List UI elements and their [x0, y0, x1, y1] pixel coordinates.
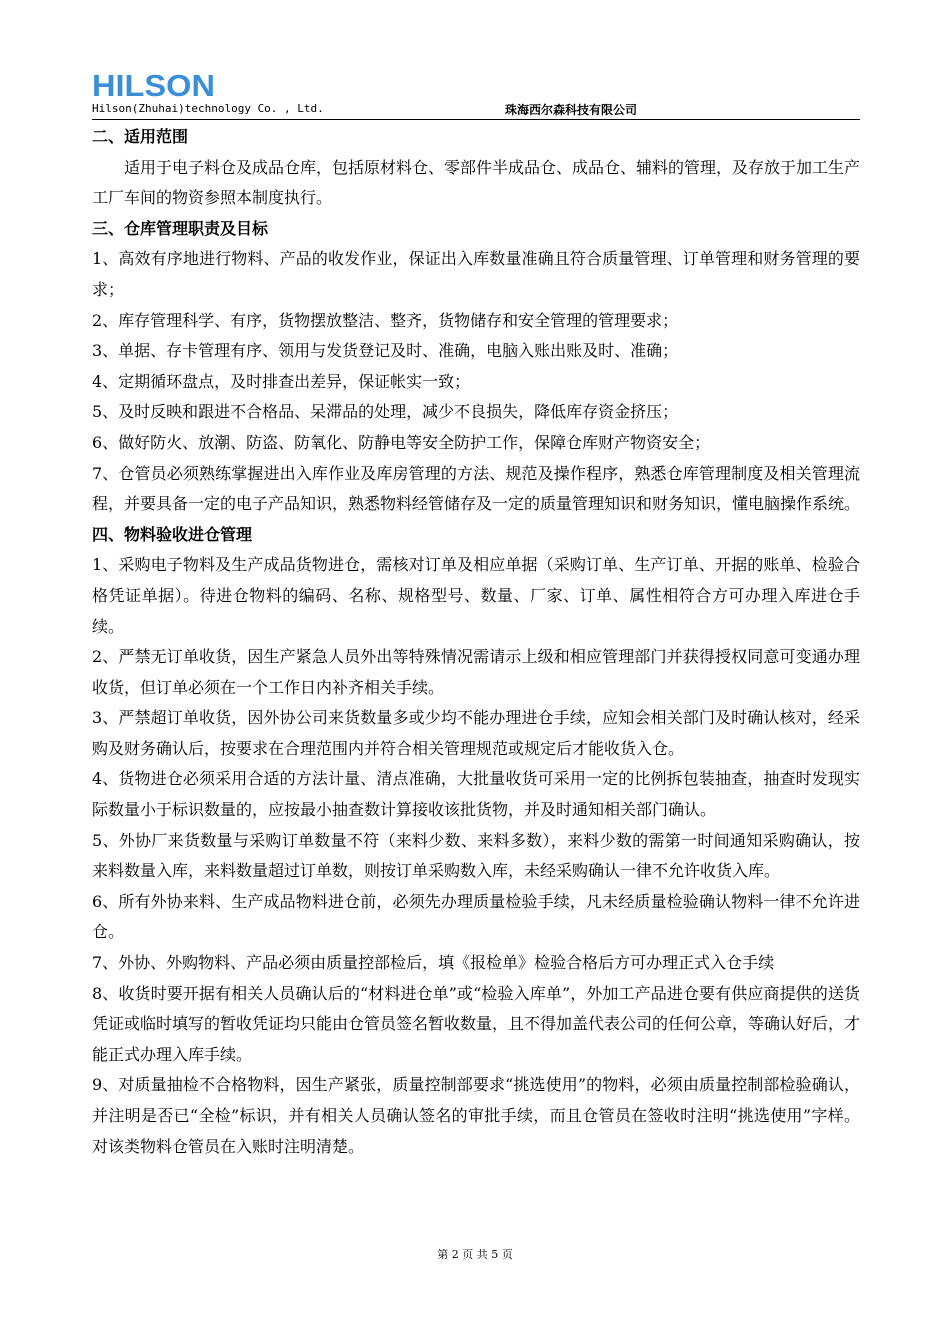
list-item: 6、所有外协来料、生产成品物料进仓前，必须先办理质量检验手续，凡未经质量检验确认物料一律不允许进仓。 — [92, 891, 860, 942]
page-number-footer: 第 2 页 共 5 页 — [437, 1248, 513, 1261]
list-item: 1、高效有序地进行物料、产品的收发作业，保证出入库数量准确且符合质量管理、订单管理和财务管理的要求； — [92, 249, 860, 299]
list-item: 3、单据、存卡管理有序、领用与发货登记及时、准确，电脑入账出账及时、准确； — [92, 341, 679, 361]
list-item: 6、做好防火、放潮、防盗、防氧化、防静电等安全防护工作，保障仓库财产物资安全； — [92, 432, 711, 452]
list-item: 7、仓管员必须熟练掌握进出入库作业及库房管理的方法、规范及操作程序，熟悉仓库管理制度及相关管理流程，并要具备一定的电子产品知识，熟悉物料经管储存及一定的质量管理知识和财务知识，懂电脑操作系统。 — [92, 463, 861, 514]
list-item: 2、严禁无订单收货，因生产紧急人员外出等特殊情况需请示上级和相应管理部门并获得授权同意可变通办理收货，但订单必须在一个工作日内补齐相关手续。 — [92, 647, 860, 697]
section-paragraph-scope: 适用于电子料仓及成品仓库，包括原材料仓、零部件半成品仓、成品仓、辅料的管理，及存放于加工生产工厂车间的物资参照本制度执行。 — [92, 157, 861, 208]
list-item: 3、严禁超订单收货，因外协公司来货数量多或少均不能办理进仓手续，应知会相关部门及时确认核对，经采购及财务确认后，按要求在合理范围内并符合相关管理规范或规定后才能收货入仓。 — [92, 708, 860, 758]
list-item: 2、库存管理科学、有序，货物摆放整洁、整齐，货物储存和安全管理的管理要求； — [92, 310, 679, 330]
list-item: 8、收货时要开据有相关人员确认后的“材料进仓单”或“检验入库单”，外加工产品进仓要有供应商提供的送货凭证或临时填写的暂收凭证均只能由仓管员签名暂收数量，且不得加盖代表公司的任何公章，等确认好后，才能正式办理入库手续。 — [92, 983, 861, 1064]
hilson-logo: HILSON — [92, 68, 215, 103]
page-header — [92, 70, 860, 120]
company-name-cn: 珠海西尔森科技有限公司 — [505, 103, 638, 117]
list-item: 9、对质量抽检不合格物料，因生产紧张，质量控制部要求“挑选使用”的物料，必须由质量控制部检验确认，并注明是否已“全检”标识，并有相关人员确认签名的审批手续，而且仓管员在签收时注明“挑选使用”字样。对该类物料仓管员在入账时注明清楚。 — [92, 1075, 860, 1156]
header-rule — [92, 101, 860, 120]
list-item: 4、定期循环盘点，及时排查出差异，保证帐实一致； — [92, 371, 471, 391]
section-heading-scope: 二、适用范围 — [92, 127, 189, 146]
list-item: 5、外协厂来货数量与采购订单数量不符（来料少数、来料多数），来料少数的需第一时间通知采购确认，按来料数量入库，来料数量超过订单数，则按订单采购数入库，未经采购确认一律不允许收货入库。 — [92, 830, 860, 881]
list-item: 7、外协、外购物料、产品必须由质量控部检后，填《报检单》检验合格后方可办理正式入仓手续 — [92, 953, 775, 973]
section-heading-responsibilities: 三、仓库管理职责及目标 — [92, 218, 269, 238]
list-item: 5、及时反映和跟进不合格品、呆滞品的处理，减少不良损失，降低库存资金挤压； — [92, 402, 679, 422]
document-body — [92, 122, 860, 1162]
list-item: 1、采购电子物料及生产成品货物进仓，需核对订单及相应单据（采购订单、生产订单、开据的账单、检验合格凭证单据）。待进仓物料的编码、名称、规格型号、数量、厂家、订单、属性相符合方可办理入库进仓手续。 — [92, 555, 860, 636]
list-item: 4、货物进仓必须采用合适的方法计量、清点准确，大批量收货可采用一定的比例拆包装抽查，抽查时发现实际数量小于标识数量的，应按最小抽查数计算接收该批货物，并及时通知相关部门确认。 — [92, 769, 860, 820]
company-name-en: Hilson(Zhuhai)technology Co. , Ltd. — [92, 102, 324, 115]
section-heading-receiving: 四、物料验收进仓管理 — [92, 524, 253, 544]
